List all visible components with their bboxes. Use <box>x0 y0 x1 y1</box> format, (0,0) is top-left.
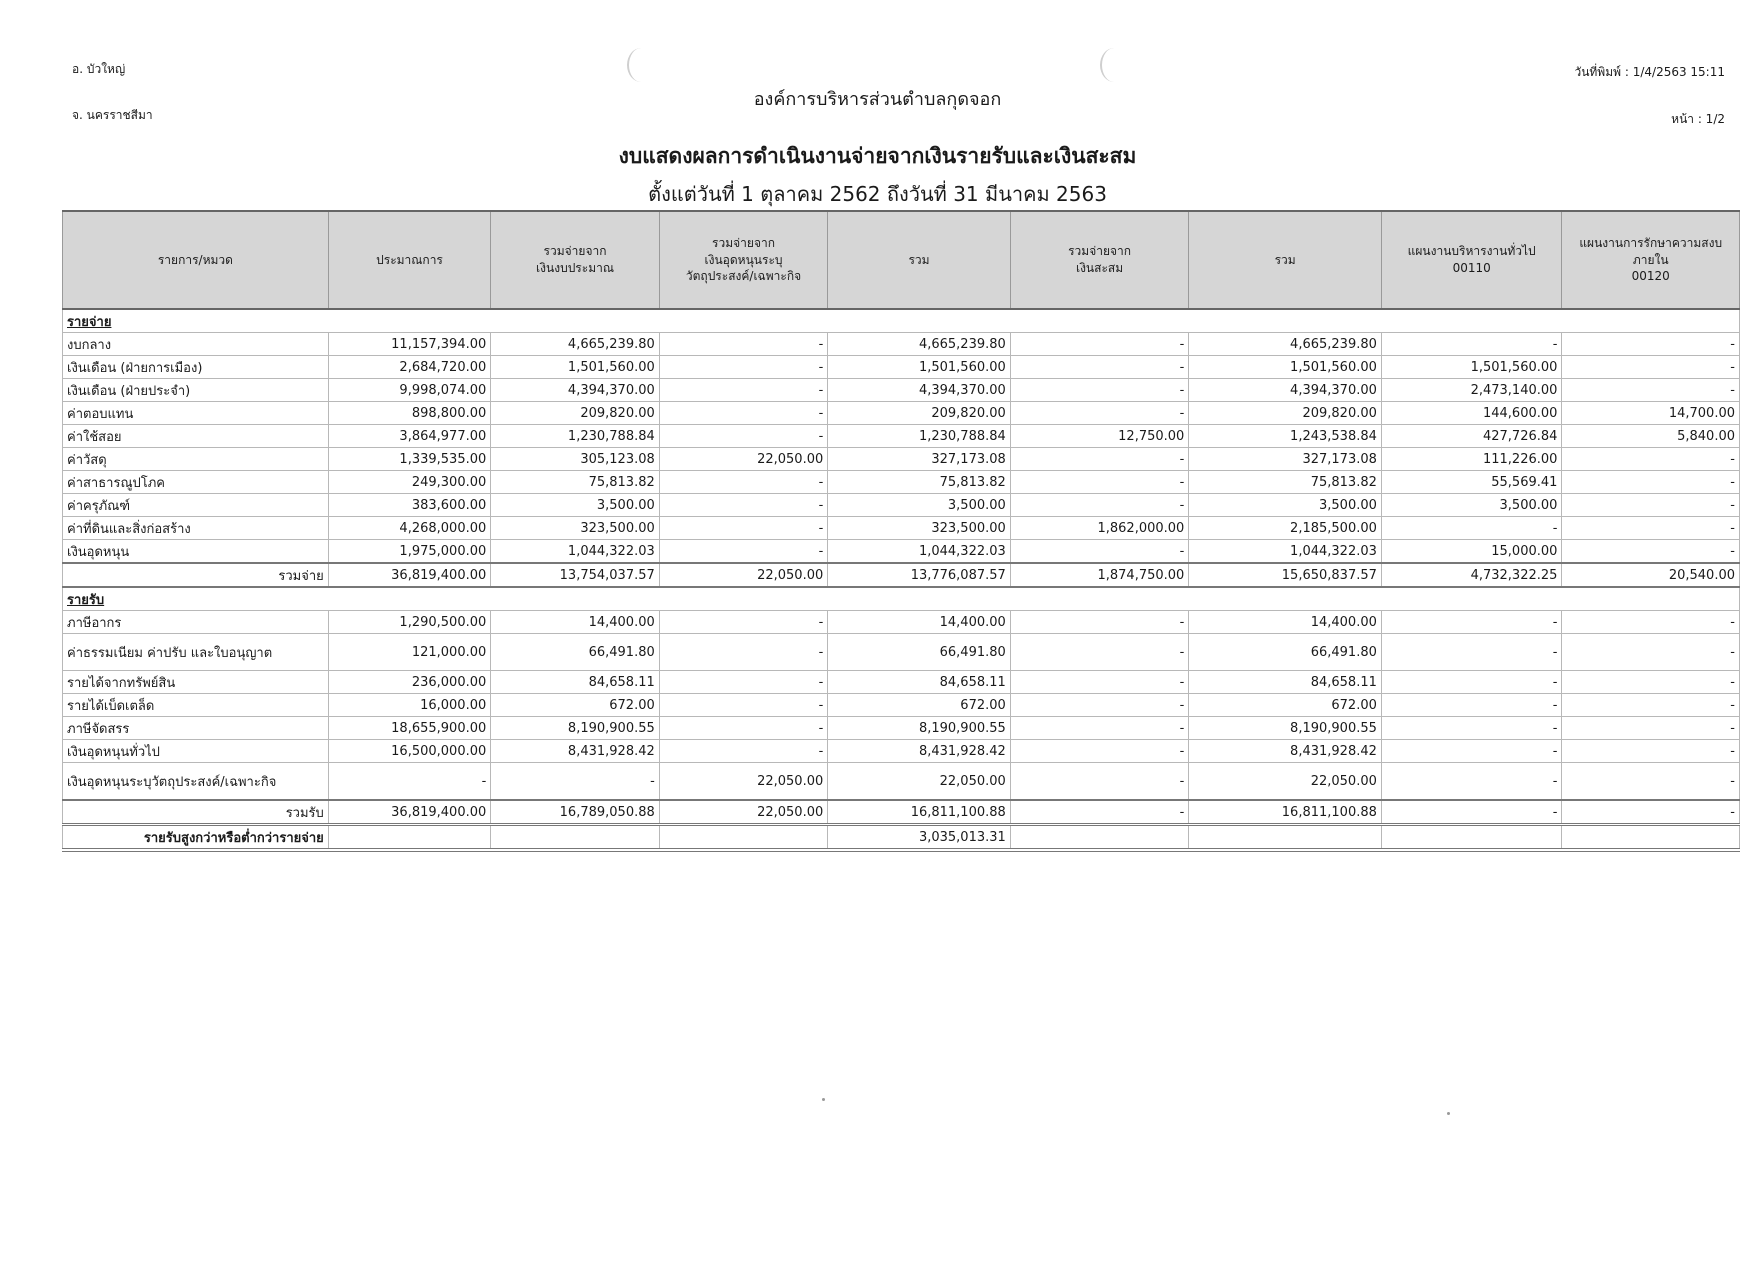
row-label: เงินเดือน (ฝ่ายประจำ) <box>63 379 329 402</box>
cell-plan-00120: 5,840.00 <box>1562 425 1740 448</box>
cell-grant-paid: - <box>659 517 828 540</box>
cell-total: 1,243,538.84 <box>1189 425 1382 448</box>
cell-budget-paid: 8,431,928.42 <box>491 740 660 763</box>
cell-grant-paid: - <box>659 425 828 448</box>
surplus-row <box>63 825 1740 851</box>
cell-plan-00110: 427,726.84 <box>1381 425 1562 448</box>
cell-total: 16,811,100.88 <box>1189 800 1382 825</box>
cell-plan-00120: 20,540.00 <box>1562 563 1740 587</box>
cell-subtotal: 1,044,322.03 <box>828 540 1011 564</box>
cell-estimate: 36,819,400.00 <box>328 800 490 825</box>
cell-reserve-paid: 1,874,750.00 <box>1010 563 1189 587</box>
cell-plan-00120: 14,700.00 <box>1562 402 1740 425</box>
cell-reserve-paid: - <box>1010 540 1189 564</box>
cell-subtotal: 84,658.11 <box>828 671 1011 694</box>
cell-estimate: 4,268,000.00 <box>328 517 490 540</box>
cell-plan-00120 <box>1562 825 1740 851</box>
cell-subtotal: 66,491.80 <box>828 634 1011 671</box>
col-header-budget-paid: รวมจ่ายจาก เงินงบประมาณ <box>491 211 660 309</box>
cell-estimate: 36,819,400.00 <box>328 563 490 587</box>
cell-budget-paid: 4,394,370.00 <box>491 379 660 402</box>
cell-reserve-paid: - <box>1010 402 1189 425</box>
cell-plan-00120: - <box>1562 356 1740 379</box>
cell-plan-00120: - <box>1562 448 1740 471</box>
cell-estimate: 1,339,535.00 <box>328 448 490 471</box>
section-label-income: รายรับ <box>67 592 105 608</box>
cell-subtotal: 3,500.00 <box>828 494 1011 517</box>
table-row <box>63 717 1740 740</box>
row-label: เงินอุดหนุนระบุวัตถุประสงค์/เฉพาะกิจ <box>63 763 329 801</box>
cell-total: 15,650,837.57 <box>1189 563 1382 587</box>
cell-reserve-paid: - <box>1010 717 1189 740</box>
cell-estimate: 249,300.00 <box>328 471 490 494</box>
table-row <box>63 356 1740 379</box>
cell-total: 4,394,370.00 <box>1189 379 1382 402</box>
cell-budget-paid <box>491 825 660 851</box>
cell-subtotal: 8,431,928.42 <box>828 740 1011 763</box>
cell-grant-paid: - <box>659 356 828 379</box>
cell-plan-00110: - <box>1381 611 1562 634</box>
cell-reserve-paid: - <box>1010 356 1189 379</box>
cell-estimate: 3,864,977.00 <box>328 425 490 448</box>
cell-plan-00110: 2,473,140.00 <box>1381 379 1562 402</box>
table-row <box>63 425 1740 448</box>
punch-hole-mark <box>627 48 655 82</box>
cell-budget-paid: 13,754,037.57 <box>491 563 660 587</box>
table-row <box>63 402 1740 425</box>
section-label-expense: รายจ่าย <box>67 314 112 330</box>
cell-subtotal: 323,500.00 <box>828 517 1011 540</box>
cell-subtotal: 4,665,239.80 <box>828 333 1011 356</box>
cell-grant-paid: - <box>659 717 828 740</box>
cell-plan-00110: - <box>1381 671 1562 694</box>
row-label: รายได้เบ็ดเตล็ด <box>63 694 329 717</box>
row-label: รวมรับ <box>63 800 329 825</box>
cell-total: 14,400.00 <box>1189 611 1382 634</box>
cell-budget-paid: 8,190,900.55 <box>491 717 660 740</box>
cell-total: 327,173.08 <box>1189 448 1382 471</box>
cell-grant-paid: - <box>659 494 828 517</box>
cell-budget-paid: 84,658.11 <box>491 671 660 694</box>
cell-reserve-paid: 12,750.00 <box>1010 425 1189 448</box>
cell-estimate: 898,800.00 <box>328 402 490 425</box>
cell-budget-paid: 4,665,239.80 <box>491 333 660 356</box>
row-label: ค่าวัสดุ <box>63 448 329 471</box>
table-row <box>63 471 1740 494</box>
cell-subtotal: 16,811,100.88 <box>828 800 1011 825</box>
cell-estimate: 9,998,074.00 <box>328 379 490 402</box>
cell-estimate: 16,500,000.00 <box>328 740 490 763</box>
table-row <box>63 671 1740 694</box>
cell-plan-00110: 111,226.00 <box>1381 448 1562 471</box>
row-label: งบกลาง <box>63 333 329 356</box>
cell-subtotal: 1,501,560.00 <box>828 356 1011 379</box>
table-row <box>63 740 1740 763</box>
cell-grant-paid: - <box>659 333 828 356</box>
cell-subtotal: 3,035,013.31 <box>828 825 1011 851</box>
page-number: หน้า : 1/2 <box>1671 112 1725 126</box>
cell-total: 1,501,560.00 <box>1189 356 1382 379</box>
cell-plan-00120: - <box>1562 671 1740 694</box>
col-header-item: รายการ/หมวด <box>63 211 329 309</box>
cell-grant-paid: - <box>659 471 828 494</box>
cell-total: 2,185,500.00 <box>1189 517 1382 540</box>
cell-total: 1,044,322.03 <box>1189 540 1382 564</box>
cell-budget-paid: 75,813.82 <box>491 471 660 494</box>
cell-plan-00120: - <box>1562 333 1740 356</box>
row-label: รวมจ่าย <box>63 563 329 587</box>
cell-budget-paid: 209,820.00 <box>491 402 660 425</box>
cell-subtotal: 22,050.00 <box>828 763 1011 801</box>
cell-total: 22,050.00 <box>1189 763 1382 801</box>
cell-grant-paid: - <box>659 694 828 717</box>
cell-reserve-paid: - <box>1010 333 1189 356</box>
cell-plan-00120: - <box>1562 379 1740 402</box>
cell-budget-paid: - <box>491 763 660 801</box>
cell-total: 84,658.11 <box>1189 671 1382 694</box>
row-label: รายได้จากทรัพย์สิน <box>63 671 329 694</box>
cell-reserve-paid: - <box>1010 471 1189 494</box>
section-row-expense <box>63 309 1740 333</box>
cell-total <box>1189 825 1382 851</box>
row-label: ค่าธรรมเนียม ค่าปรับ และใบอนุญาต <box>63 634 329 671</box>
cell-plan-00120: - <box>1562 800 1740 825</box>
cell-reserve-paid: - <box>1010 740 1189 763</box>
cell-budget-paid: 1,230,788.84 <box>491 425 660 448</box>
province-label: จ. นครราชสีมา <box>72 108 153 122</box>
cell-plan-00110: 55,569.41 <box>1381 471 1562 494</box>
cell-grant-paid: - <box>659 540 828 564</box>
cell-grant-paid: - <box>659 379 828 402</box>
table-row <box>63 448 1740 471</box>
col-header-estimate: ประมาณการ <box>328 211 490 309</box>
cell-estimate: 11,157,394.00 <box>328 333 490 356</box>
table-row <box>63 517 1740 540</box>
cell-total: 672.00 <box>1189 694 1382 717</box>
cell-plan-00110: - <box>1381 333 1562 356</box>
cell-budget-paid: 3,500.00 <box>491 494 660 517</box>
cell-budget-paid: 1,044,322.03 <box>491 540 660 564</box>
table-row <box>63 333 1740 356</box>
cell-grant-paid <box>659 825 828 851</box>
cell-plan-00120: - <box>1562 517 1740 540</box>
cell-reserve-paid: - <box>1010 694 1189 717</box>
cell-reserve-paid: - <box>1010 763 1189 801</box>
cell-grant-paid: 22,050.00 <box>659 563 828 587</box>
org-name: องค์การบริหารส่วนตำบลกุดจอก <box>753 89 1002 110</box>
report-title: งบแสดงผลการดำเนินงานจ่ายจากเงินรายรับและเงินสะสม <box>618 144 1137 168</box>
cell-plan-00120: - <box>1562 740 1740 763</box>
cell-total: 75,813.82 <box>1189 471 1382 494</box>
col-header-reserve-paid: รวมจ่ายจาก เงินสะสม <box>1010 211 1189 309</box>
cell-budget-paid: 323,500.00 <box>491 517 660 540</box>
cell-subtotal: 4,394,370.00 <box>828 379 1011 402</box>
table-row <box>63 540 1740 564</box>
expense-total-row <box>63 563 1740 587</box>
cell-estimate: 121,000.00 <box>328 634 490 671</box>
cell-plan-00110: - <box>1381 763 1562 801</box>
cell-plan-00110 <box>1381 825 1562 851</box>
financial-report-table <box>62 210 1740 852</box>
table-row <box>63 634 1740 671</box>
cell-plan-00110: - <box>1381 800 1562 825</box>
cell-subtotal: 8,190,900.55 <box>828 717 1011 740</box>
table-row <box>63 611 1740 634</box>
cell-estimate: 383,600.00 <box>328 494 490 517</box>
cell-total: 4,665,239.80 <box>1189 333 1382 356</box>
cell-reserve-paid: - <box>1010 448 1189 471</box>
cell-estimate: 1,290,500.00 <box>328 611 490 634</box>
col-header-plan-00110: แผนงานบริหารงานทั่วไป 00110 <box>1381 211 1562 309</box>
cell-grant-paid: - <box>659 402 828 425</box>
cell-total: 8,190,900.55 <box>1189 717 1382 740</box>
scan-speck <box>1447 1112 1450 1115</box>
cell-grant-paid: 22,050.00 <box>659 763 828 801</box>
cell-estimate: 1,975,000.00 <box>328 540 490 564</box>
row-label: เงินอุดหนุน <box>63 540 329 564</box>
cell-subtotal: 209,820.00 <box>828 402 1011 425</box>
cell-budget-paid: 14,400.00 <box>491 611 660 634</box>
column-header-row <box>63 211 1740 309</box>
cell-budget-paid: 305,123.08 <box>491 448 660 471</box>
cell-plan-00120: - <box>1562 611 1740 634</box>
cell-subtotal: 672.00 <box>828 694 1011 717</box>
cell-plan-00120: - <box>1562 694 1740 717</box>
cell-plan-00110: 4,732,322.25 <box>1381 563 1562 587</box>
col-header-total: รวม <box>1189 211 1382 309</box>
cell-grant-paid: - <box>659 671 828 694</box>
cell-estimate: 2,684,720.00 <box>328 356 490 379</box>
table-row <box>63 379 1740 402</box>
row-label: ภาษีอากร <box>63 611 329 634</box>
table-row <box>63 494 1740 517</box>
cell-plan-00110: 15,000.00 <box>1381 540 1562 564</box>
cell-reserve-paid <box>1010 825 1189 851</box>
cell-budget-paid: 66,491.80 <box>491 634 660 671</box>
cell-plan-00110: - <box>1381 740 1562 763</box>
cell-reserve-paid: - <box>1010 800 1189 825</box>
cell-plan-00120: - <box>1562 471 1740 494</box>
cell-plan-00110: 144,600.00 <box>1381 402 1562 425</box>
col-header-grant-paid: รวมจ่ายจาก เงินอุดหนุนระบุ วัตถุประสงค์/เฉพาะกิจ <box>659 211 828 309</box>
cell-total: 209,820.00 <box>1189 402 1382 425</box>
scan-speck <box>822 1098 825 1101</box>
table-row <box>63 694 1740 717</box>
table-row <box>63 763 1740 801</box>
cell-total: 3,500.00 <box>1189 494 1382 517</box>
cell-plan-00110: 3,500.00 <box>1381 494 1562 517</box>
cell-plan-00120: - <box>1562 494 1740 517</box>
cell-reserve-paid: - <box>1010 494 1189 517</box>
cell-grant-paid: 22,050.00 <box>659 800 828 825</box>
cell-budget-paid: 672.00 <box>491 694 660 717</box>
punch-hole-mark <box>1100 48 1128 82</box>
cell-reserve-paid: - <box>1010 634 1189 671</box>
cell-reserve-paid: - <box>1010 671 1189 694</box>
cell-grant-paid: - <box>659 740 828 763</box>
income-total-row <box>63 800 1740 825</box>
cell-grant-paid: - <box>659 634 828 671</box>
cell-subtotal: 75,813.82 <box>828 471 1011 494</box>
district-label: อ. บัวใหญ่ <box>72 62 126 76</box>
row-label: ค่าตอบแทน <box>63 402 329 425</box>
cell-budget-paid: 1,501,560.00 <box>491 356 660 379</box>
cell-subtotal: 327,173.08 <box>828 448 1011 471</box>
cell-plan-00120: - <box>1562 763 1740 801</box>
cell-estimate <box>328 825 490 851</box>
cell-plan-00110: - <box>1381 717 1562 740</box>
cell-plan-00110: - <box>1381 517 1562 540</box>
cell-total: 66,491.80 <box>1189 634 1382 671</box>
cell-estimate: 16,000.00 <box>328 694 490 717</box>
row-label: ภาษีจัดสรร <box>63 717 329 740</box>
cell-plan-00120: - <box>1562 717 1740 740</box>
cell-estimate: 236,000.00 <box>328 671 490 694</box>
cell-estimate: - <box>328 763 490 801</box>
cell-estimate: 18,655,900.00 <box>328 717 490 740</box>
cell-plan-00110: - <box>1381 634 1562 671</box>
row-label: เงินอุดหนุนทั่วไป <box>63 740 329 763</box>
print-date: วันที่พิมพ์ : 1/4/2563 15:11 <box>1574 65 1725 79</box>
cell-budget-paid: 16,789,050.88 <box>491 800 660 825</box>
cell-reserve-paid: 1,862,000.00 <box>1010 517 1189 540</box>
cell-plan-00110: - <box>1381 694 1562 717</box>
cell-reserve-paid: - <box>1010 611 1189 634</box>
report-period: ตั้งแต่วันที่ 1 ตุลาคม 2562 ถึงวันที่ 31 มีนาคม 2563 <box>648 182 1107 206</box>
col-header-plan-00120: แผนงานการรักษาความสงบ ภายใน 00120 <box>1562 211 1740 309</box>
row-label: รายรับสูงกว่าหรือต่ำกว่ารายจ่าย <box>63 825 329 851</box>
cell-subtotal: 14,400.00 <box>828 611 1011 634</box>
cell-grant-paid: 22,050.00 <box>659 448 828 471</box>
row-label: ค่าครุภัณฑ์ <box>63 494 329 517</box>
row-label: ค่าใช้สอย <box>63 425 329 448</box>
cell-subtotal: 1,230,788.84 <box>828 425 1011 448</box>
cell-plan-00110: 1,501,560.00 <box>1381 356 1562 379</box>
row-label: ค่าสาธารณูปโภค <box>63 471 329 494</box>
row-label: เงินเดือน (ฝ่ายการเมือง) <box>63 356 329 379</box>
cell-reserve-paid: - <box>1010 379 1189 402</box>
cell-total: 8,431,928.42 <box>1189 740 1382 763</box>
section-row-income <box>63 587 1740 611</box>
row-label: ค่าที่ดินและสิ่งก่อสร้าง <box>63 517 329 540</box>
col-header-subtotal: รวม <box>828 211 1011 309</box>
cell-plan-00120: - <box>1562 540 1740 564</box>
cell-grant-paid: - <box>659 611 828 634</box>
cell-subtotal: 13,776,087.57 <box>828 563 1011 587</box>
cell-plan-00120: - <box>1562 634 1740 671</box>
